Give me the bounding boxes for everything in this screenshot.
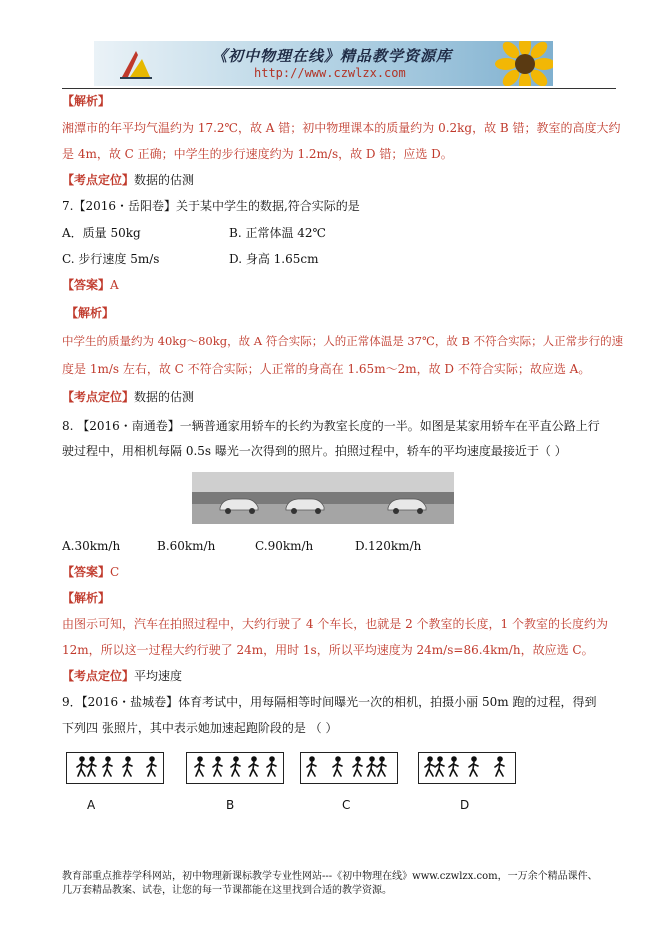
- runner-figures-a: [67, 753, 163, 781]
- runner-figures-d: [419, 753, 515, 781]
- topic-1: [62, 173, 194, 187]
- question-9-line-1: 9．【2016・盐城卷】体育考试中，用每隔相等时间曝光一次的相机，拍摄小丽 50m 跑的过程，得到: [62, 695, 597, 709]
- site-logo-icon: [116, 47, 156, 81]
- topic-value: 平均速度: [134, 669, 183, 683]
- runner-photo-d: [418, 752, 516, 784]
- runner-label-a: A: [87, 798, 96, 812]
- answer-label: 【答案】: [62, 565, 111, 579]
- topic-value: 数据的估测: [134, 390, 195, 404]
- answer-value: A: [110, 278, 119, 292]
- header-divider: [62, 88, 616, 89]
- sunflower-icon: [494, 41, 553, 86]
- question-8-line-1: 8. 【2016・南通卷】一辆普通家用轿车的长约为教室长度的一半。如图是某家用轿车在平直公路上行: [62, 419, 600, 433]
- topic-8: [62, 669, 182, 683]
- answer-label: 【答案】: [62, 278, 111, 292]
- analysis-7-line-1: 中学生的质量约为 40kg～80kg，故 A 符合实际；人的正常体温是 37℃，故 B 不符合实际；人正常步行的速: [62, 334, 624, 348]
- banner-url[interactable]: http://www.czwlzx.com: [254, 66, 406, 80]
- question-9-line-2: 下列四 张照片，其中表示她加速起跑阶段的是 （ ）: [62, 721, 338, 735]
- analysis-1-line-2: 是 4m，故 C 正确；中学生的步行速度约为 1.2m/s，故 D 错；应选 D。: [62, 147, 453, 161]
- q7-option-c: C. 步行速度 5m/s: [62, 252, 160, 266]
- analysis-label-1: 【解析】: [62, 94, 111, 108]
- runner-figures-b: [187, 753, 283, 781]
- q7-option-d: D. 身高 1.65cm: [229, 252, 319, 266]
- runner-photo-b: [186, 752, 284, 784]
- answer-7: [62, 278, 119, 292]
- car-motion-photo: [192, 472, 454, 524]
- q8-option-b: B.60km/h: [157, 539, 216, 553]
- topic-value: 数据的估测: [134, 173, 195, 187]
- q7-option-b: B. 正常体温 42℃: [229, 226, 326, 240]
- analysis-label-7: 【解析】: [66, 306, 115, 320]
- header-banner: [94, 41, 553, 86]
- topic-label: 【考点定位】: [62, 390, 135, 404]
- question-8-line-2: 驶过程中，用相机每隔 0.5s 曝光一次得到的照片。拍照过程中，轿车的平均速度最接近于（ ）: [62, 444, 567, 458]
- analysis-7-line-2: 度是 1m/s 左右，故 C 不符合实际；人正常的身高在 1.65m～2m，故 D 不符合实际；故应选 A。: [62, 362, 591, 376]
- car-photo-illustration: [192, 472, 454, 524]
- runner-label-c: C: [342, 798, 351, 812]
- q8-option-c: C.90km/h: [255, 539, 314, 553]
- runner-photo-c: [300, 752, 398, 784]
- analysis-8-line-2: 12m，所以这一过程大约行驶了 24m，用时 1s，所以平均速度为 24m/s=86.4km/h，故应选 C。: [62, 643, 594, 657]
- banner-title: 《初中物理在线》精品教学资源库: [212, 47, 453, 65]
- answer-8: [62, 565, 119, 579]
- footer-line-1: 教育部重点推荐学科网站，初中物理新课标教学专业性网站---《初中物理在线》www.czwlzx.com，一万余个精品课件、: [62, 871, 598, 882]
- q8-option-d: D.120km/h: [355, 539, 422, 553]
- analysis-8-line-1: 由图示可知，汽车在拍照过程中，大约行驶了 4 个车长，也就是 2 个教室的长度，1 个教室的长度约为: [62, 617, 608, 631]
- runner-label-b: B: [226, 798, 235, 812]
- q8-option-a: A.30km/h: [62, 539, 121, 553]
- topic-label: 【考点定位】: [62, 173, 135, 187]
- q7-option-a: A．质量 50kg: [62, 226, 141, 240]
- analysis-1-line-1: 湘潭市的年平均气温约为 17.2℃，故 A 错；初中物理课本的质量约为 0.2kg，故 B 错；教室的高度大约: [62, 121, 621, 135]
- question-7: 7.【2016・岳阳卷】关于某中学生的数据,符合实际的是: [62, 199, 360, 213]
- footer-line-2: 几万套精品教案、试卷，让您的每一节课都能在这里找到合适的教学资源。: [62, 885, 392, 896]
- runner-label-d: D: [460, 798, 470, 812]
- runner-figures-c: [301, 753, 397, 781]
- topic-label: 【考点定位】: [62, 669, 135, 683]
- runner-photo-a: [66, 752, 164, 784]
- answer-value: C: [110, 565, 120, 579]
- analysis-label-8: 【解析】: [62, 591, 111, 605]
- topic-7: [62, 390, 194, 404]
